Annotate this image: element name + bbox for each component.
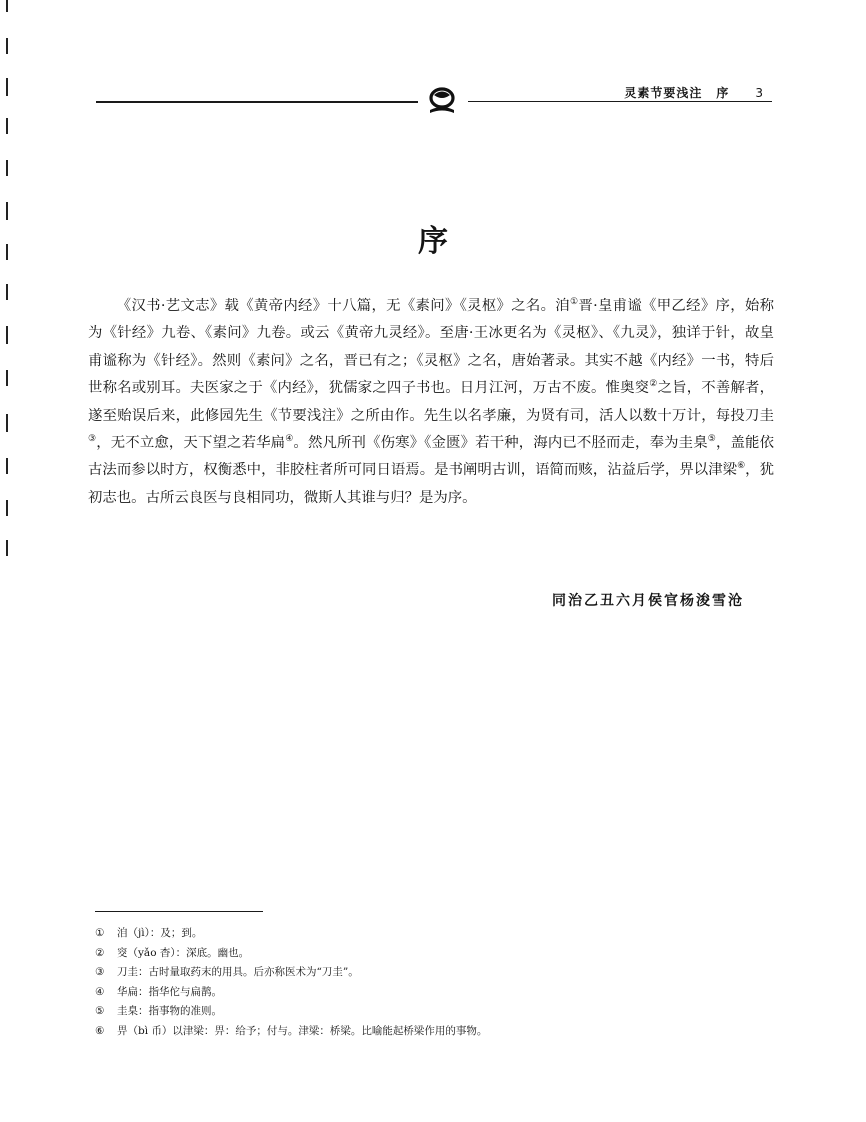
header-rule-left — [96, 101, 418, 103]
running-head-section: 序 — [716, 86, 730, 100]
page-header — [96, 84, 772, 120]
text-segment: ，犹初志也。古所云良医与良相同功，微斯人其谁与归？是为序。 — [88, 462, 774, 506]
footnote-ref-6[interactable]: ⑥ — [737, 461, 746, 472]
preface-paragraph — [88, 293, 774, 512]
footnote-item — [95, 1022, 775, 1042]
footnote-ref-5[interactable]: ⑤ — [707, 434, 716, 445]
footnote-number: ③ — [95, 966, 105, 979]
footnote-item — [95, 924, 775, 944]
footnote-item — [95, 944, 775, 964]
footnote-ref-3[interactable]: ③ — [88, 434, 97, 445]
footnotes — [95, 924, 775, 1042]
footnote-ref-1[interactable]: ① — [570, 297, 579, 308]
ornament-emblem-icon — [424, 86, 460, 116]
text-segment: 。然凡所刊《伤寒》《金匮》若干种，海内已不胫而走，奉为圭臬 — [293, 435, 708, 452]
footnote-number: ⑤ — [95, 1005, 105, 1018]
scan-margin-marks — [6, 0, 10, 560]
text-segment: ，无不立愈，天下望之若华扁 — [96, 435, 286, 452]
footnote-item — [95, 963, 775, 983]
footnote-ref-4[interactable]: ④ — [285, 434, 294, 445]
footnote-divider — [95, 911, 263, 912]
footnote-number: ⑥ — [95, 1024, 105, 1037]
running-head-book-title: 灵素节要浅注 — [624, 86, 703, 100]
footnote-number: ① — [95, 927, 105, 939]
footnote-text: 洎（jì）：及；到。 — [117, 927, 203, 939]
text-segment: 晋·皇甫谧《甲乙经》序，始称为《针经》九卷、《素问》九卷。或云《黄帝九灵经》。至唐·王冰更名为《灵枢》、《九灵》，独详于针，故皇甫谧称为《针经》。然则《素问》之名，晋已有之；《灵枢》之名，唐始著录。其实不越《内经》一书，特后世称名或别耳。夫医家之于《内经》，犹儒家之四子书也。日月江河，万古不废。惟奥窔 — [88, 298, 774, 397]
preface-signature: 同治乙丑六月侯官杨浚雪沧 — [552, 593, 744, 609]
footnote-number: ④ — [95, 985, 105, 998]
text-segment: 《汉书·艺文志》载《黄帝内经》十八篇，无《素问》《灵枢》之名。洎 — [116, 298, 571, 314]
page-number: 3 — [755, 86, 764, 100]
footnote-text: 窔（yǎo 杳）：深底。幽也。 — [117, 946, 250, 959]
footnote-text: 刀圭：古时量取药末的用具。后亦称医术为“刀圭”。 — [117, 966, 359, 979]
page-title: 序 — [418, 224, 448, 259]
footnote-text: 华扁：指华佗与扁鹊。 — [117, 985, 222, 998]
footnote-text: 圭臬：指事物的准则。 — [117, 1005, 222, 1018]
header-rule-right — [468, 101, 772, 102]
footnote-text: 畀（bì 币）以津梁：畀：给予；付与。津梁：桥梁。比喻能起桥梁作用的事物。 — [117, 1024, 488, 1037]
footnote-item — [95, 983, 775, 1003]
text-segment: 之旨，不善解者，遂至贻误后来，此修园先生《节要浅注》之所由作。先生以名孝廉，为贤有司，活人以数十万计，每投刀圭 — [88, 380, 774, 424]
running-head — [624, 84, 764, 101]
footnote-number: ② — [95, 946, 105, 959]
footnote-ref-2[interactable]: ② — [649, 379, 658, 390]
footnote-item — [95, 1002, 775, 1022]
preface-body — [88, 293, 774, 512]
text-segment: ，盖能依古法而参以时方，权衡悉中，非胶柱者所可同日语焉。是书阐明古训，语简而赅，沾益后学，畀以津梁 — [88, 435, 774, 479]
